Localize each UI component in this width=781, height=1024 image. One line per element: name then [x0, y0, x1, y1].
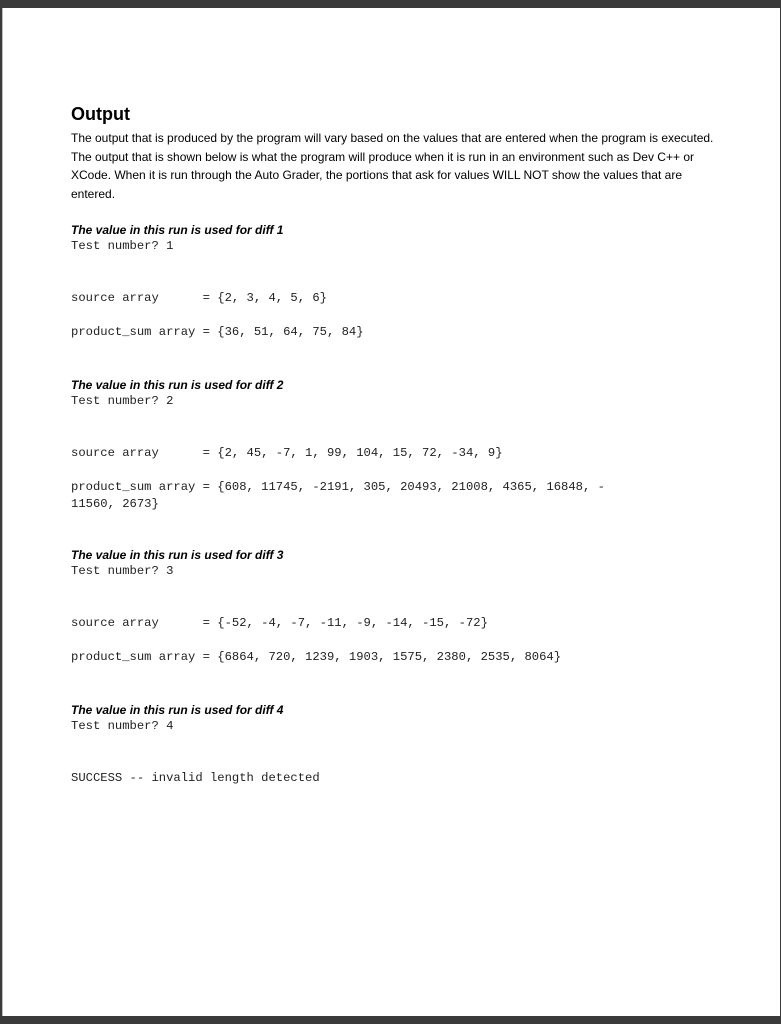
product-sum-line: product_sum array = {36, 51, 64, 75, 84}	[71, 325, 364, 339]
result-line: SUCCESS -- invalid length detected	[71, 771, 320, 785]
test-prompt: Test number? 3	[71, 564, 174, 578]
source-array-line: source array = {-52, -4, -7, -11, -9, -14, -15, -72}	[71, 616, 488, 630]
run-block-1	[71, 222, 721, 341]
test-prompt: Test number? 1	[71, 239, 174, 253]
run-label: The value in this run is used for diff 2	[71, 378, 284, 392]
section-heading: Output	[71, 104, 130, 124]
test-prompt: Test number? 2	[71, 394, 174, 408]
run-label: The value in this run is used for diff 4	[71, 703, 284, 717]
run-block-3	[71, 547, 721, 666]
run-block-2	[71, 377, 721, 513]
run-block-4	[71, 702, 721, 787]
test-prompt: Test number? 4	[71, 719, 174, 733]
product-sum-line: product_sum array = {608, 11745, -2191, 305, 20493, 21008, 4365, 16848, - 11560, 2673}	[71, 480, 605, 511]
product-sum-line: product_sum array = {6864, 720, 1239, 1903, 1575, 2380, 2535, 8064}	[71, 650, 562, 664]
source-array-line: source array = {2, 45, -7, 1, 99, 104, 15, 72, -34, 9}	[71, 446, 503, 460]
run-label: The value in this run is used for diff 1	[71, 223, 284, 237]
source-array-line: source array = {2, 3, 4, 5, 6}	[71, 291, 327, 305]
intro-paragraph: The output that is produced by the program will vary based on the values that are entered when the program is executed. The output that is shown below is what the program will produce when it is run in an environment such as Dev C++ or XCode. When it is run through the Auto Grader, the portions that ask for values WILL NOT show the values that are entered.	[71, 131, 714, 201]
document-content	[71, 104, 721, 787]
document-page	[2, 8, 780, 1016]
run-label: The value in this run is used for diff 3	[71, 548, 284, 562]
